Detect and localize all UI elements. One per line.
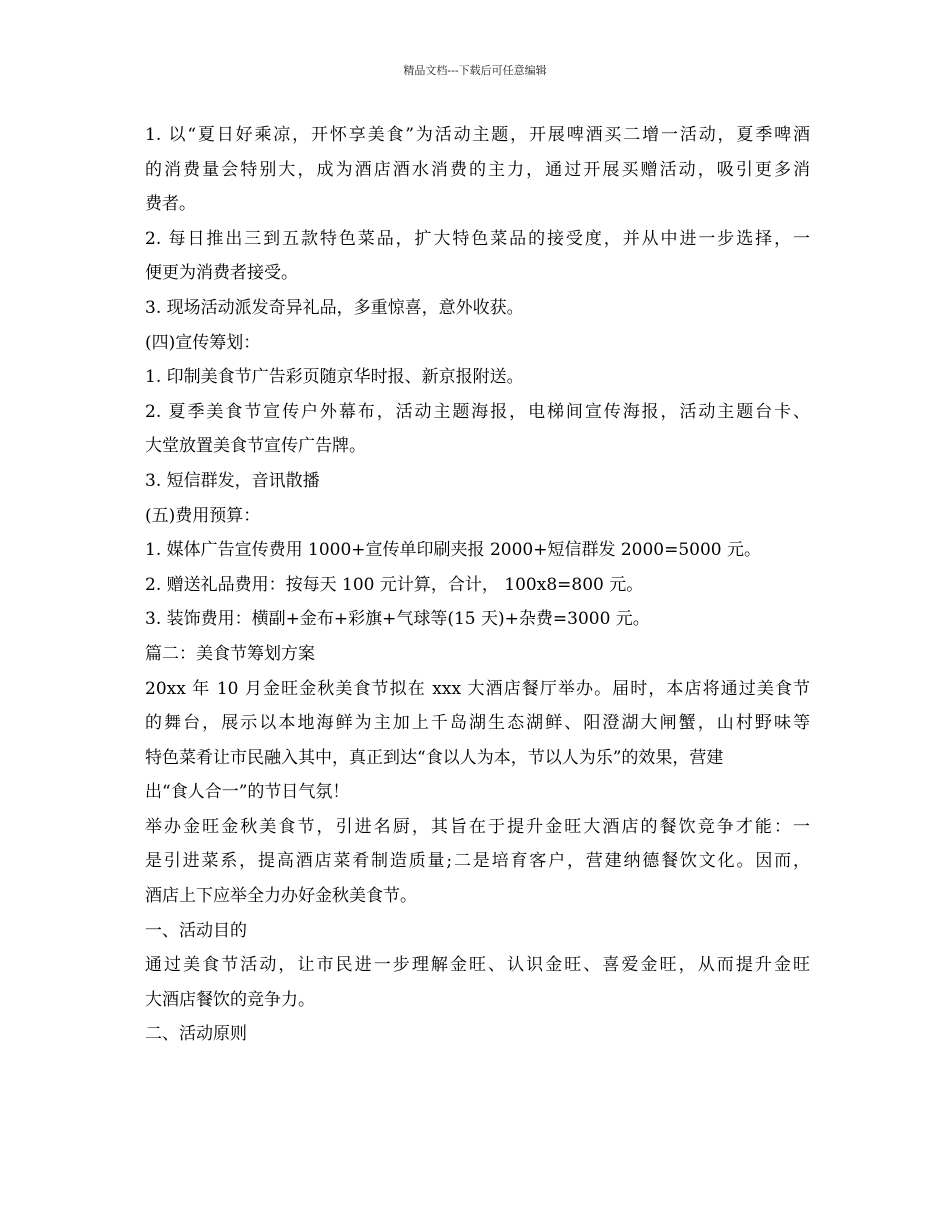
section-heading: 一、活动目的 bbox=[145, 920, 247, 941]
text-line: 的消费量会特别大，成为酒店酒水消费的主力，通过开展买赠活动，吸引更多消 bbox=[145, 159, 810, 180]
text-line: 20xx 年 10 月金旺金秋美食节拟在 xxx 大酒店餐厅举办。届时，本店将通过美食节 bbox=[145, 678, 810, 699]
text-line: 1. 以“夏日好乘凉，开怀享美食”为活动主题，开展啤酒买二增一活动，夏季啤酒 bbox=[145, 125, 810, 145]
text-line: 2. 每日推出三到五款特色菜品，扩大特色菜品的接受度，并从中进一步选择，一 bbox=[145, 228, 810, 249]
section-heading: 二、活动原则 bbox=[145, 1024, 247, 1045]
text-line: 大堂放置美食节宣传广告牌。 bbox=[145, 436, 366, 457]
section-heading: (五)费用预算： bbox=[145, 505, 261, 526]
text-line: 3. 装饰费用：横副+金布+彩旗+气球等(15 天)+杂费=3000 元。 bbox=[145, 609, 650, 630]
text-line: 是引进菜系，提高酒店菜肴制造质量;二是培育客户，营建纳德餐饮文化。因而， bbox=[145, 851, 810, 872]
text-line: 通过美食节活动，让市民进一步理解金旺、认识金旺、喜爱金旺，从而提升金旺 bbox=[145, 955, 810, 976]
text-line: 酒店上下应举全力办好金秋美食节。 bbox=[145, 886, 417, 907]
text-line: 出“食人合一”的节日气氛！ bbox=[145, 782, 350, 803]
text-line: 便更为消费者接受。 bbox=[145, 263, 298, 284]
text-line: 特色菜肴让市民融入其中，真正到达“食以人为本，节以人为乐”的效果，营建 bbox=[145, 747, 724, 768]
page-header: 精品文档---下载后可任意编辑 bbox=[403, 64, 547, 77]
text-line: 3. 短信群发，音讯散播 bbox=[145, 470, 320, 491]
text-line: 3. 现场活动派发奇异礼品，多重惊喜，意外收获。 bbox=[145, 297, 524, 318]
text-line: 费者。 bbox=[145, 194, 196, 215]
text-line: 1. 媒体广告宣传费用 1000+宣传单印刷夹报 2000+短信群发 2000=5000 元。 bbox=[145, 540, 762, 561]
text-line: 举办金旺金秋美食节，引进名厨，其旨在于提升金旺大酒店的餐饮竞争才能：一 bbox=[145, 816, 810, 837]
document-body bbox=[145, 118, 810, 1052]
section-heading: 篇二：美食节筹划方案 bbox=[145, 643, 315, 664]
text-line: 2. 夏季美食节宣传户外幕布，活动主题海报，电梯间宣传海报，活动主题台卡、 bbox=[145, 401, 810, 422]
text-line: 2. 赠送礼品费用：按每天 100 元计算，合计， 100x8=800 元。 bbox=[145, 574, 644, 595]
text-line: 大酒店餐饮的竞争力。 bbox=[145, 989, 315, 1010]
text-line: 1. 印制美食节广告彩页随京华时报、新京报附送。 bbox=[145, 367, 524, 388]
text-line: 的舞台，展示以本地海鲜为主加上千岛湖生态湖鲜、阳澄湖大闸蟹，山村野味等 bbox=[145, 713, 810, 734]
section-heading: (四)宣传筹划： bbox=[145, 332, 261, 353]
